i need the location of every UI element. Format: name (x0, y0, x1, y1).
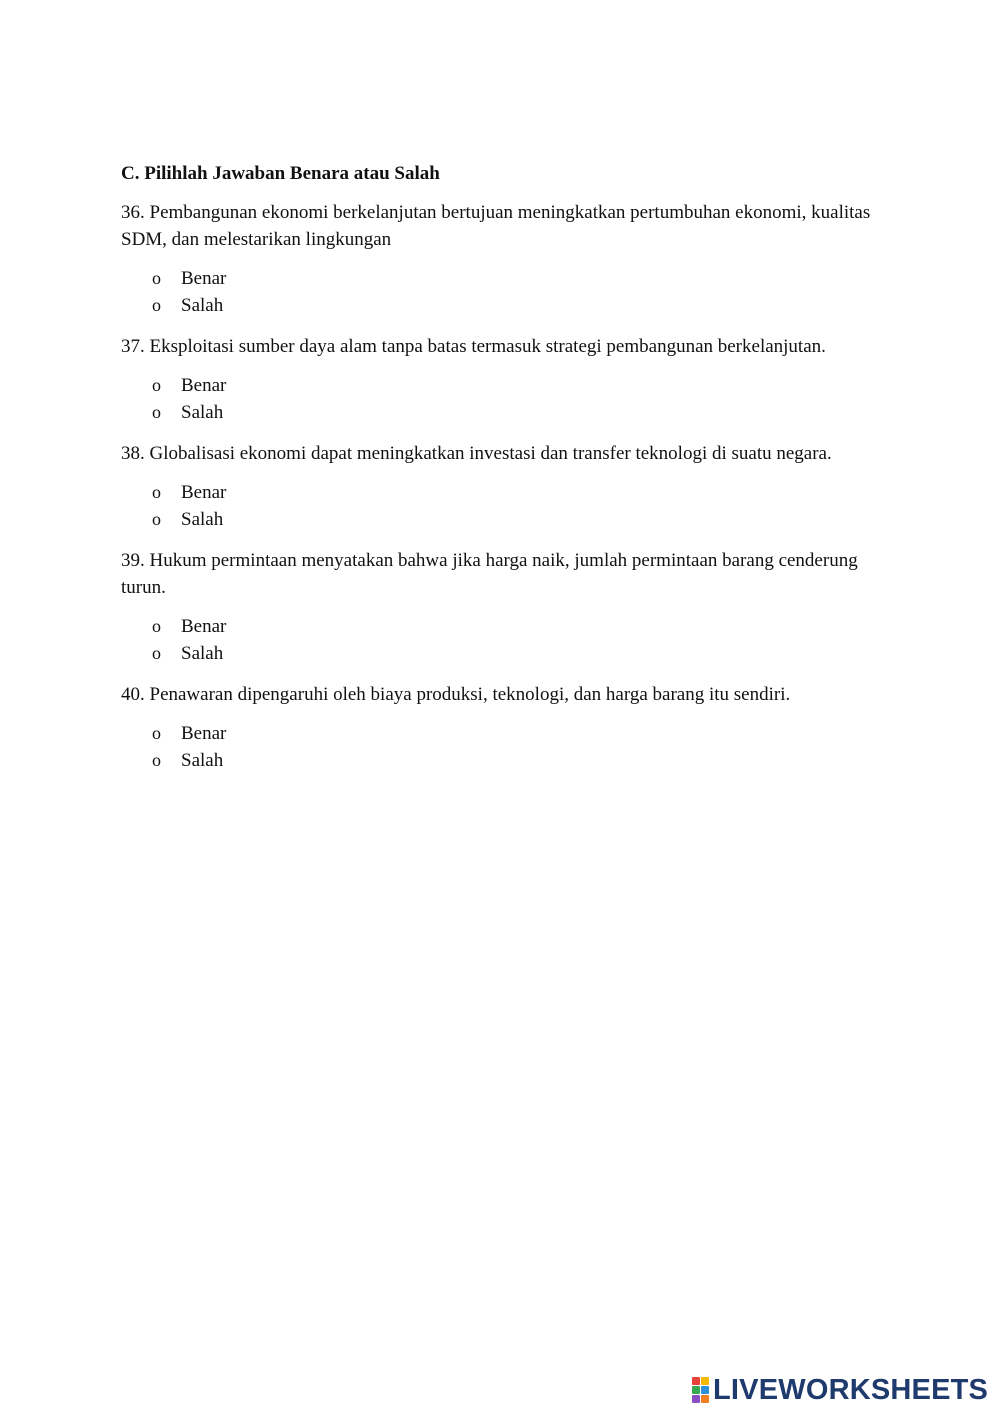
radio-bullet-icon: o (152, 268, 161, 288)
logo-tile (701, 1386, 709, 1394)
question-40 (121, 681, 891, 774)
liveworksheets-logo-icon (692, 1377, 709, 1403)
question-38 (121, 440, 891, 533)
radio-bullet-icon: o (152, 482, 161, 502)
answer-options (121, 479, 891, 533)
option-salah[interactable] (121, 399, 891, 426)
worksheet-page (121, 160, 891, 788)
option-label: Salah (181, 750, 224, 771)
question-text: 38. Globalisasi ekonomi dapat meningkatkan investasi dan transfer teknologi di suatu negara. (121, 443, 832, 464)
question-text: 39. Hukum permintaan menyatakan bahwa jika harga naik, jumlah permintaan barang cenderung turun. (121, 550, 858, 598)
option-label: Salah (181, 295, 224, 316)
radio-bullet-icon: o (152, 295, 161, 315)
answer-options (121, 372, 891, 426)
option-label: Benar (181, 482, 227, 503)
option-label: Benar (181, 616, 227, 637)
logo-tile (692, 1377, 700, 1385)
question-text: 40. Penawaran dipengaruhi oleh biaya produksi, teknologi, dan harga barang itu sendiri. (121, 684, 791, 705)
option-benar[interactable] (121, 613, 891, 640)
question-39 (121, 547, 891, 667)
option-label: Salah (181, 509, 224, 530)
option-label: Benar (181, 375, 227, 396)
question-36 (121, 199, 891, 319)
option-benar[interactable] (121, 479, 891, 506)
question-37 (121, 333, 891, 426)
radio-bullet-icon: o (152, 723, 161, 743)
logo-tile (692, 1386, 700, 1394)
option-benar[interactable] (121, 372, 891, 399)
section-title: C. Pilihlah Jawaban Benara atau Salah (121, 163, 440, 184)
option-salah[interactable] (121, 506, 891, 533)
option-salah[interactable] (121, 640, 891, 667)
question-text: 37. Eksploitasi sumber daya alam tanpa batas termasuk strategi pembangunan berkelanjutan. (121, 336, 826, 357)
option-benar[interactable] (121, 265, 891, 292)
radio-bullet-icon: o (152, 375, 161, 395)
radio-bullet-icon: o (152, 509, 161, 529)
answer-options (121, 265, 891, 319)
radio-bullet-icon: o (152, 402, 161, 422)
logo-tile (692, 1395, 700, 1403)
option-label: Benar (181, 723, 227, 744)
option-label: Benar (181, 268, 227, 289)
radio-bullet-icon: o (152, 750, 161, 770)
logo-tile (701, 1377, 709, 1385)
logo-tile (701, 1395, 709, 1403)
radio-bullet-icon: o (152, 616, 161, 636)
option-benar[interactable] (121, 720, 891, 747)
liveworksheets-logo[interactable] (692, 1373, 988, 1407)
option-salah[interactable] (121, 292, 891, 319)
logo-text: LIVEWORKSHEETS (713, 1374, 989, 1406)
option-label: Salah (181, 402, 224, 423)
answer-options (121, 720, 891, 774)
answer-options (121, 613, 891, 667)
question-text: 36. Pembangunan ekonomi berkelanjutan bertujuan meningkatkan pertumbuhan ekonomi, kualitas SDM, dan melestarikan lingkungan (121, 202, 871, 250)
option-salah[interactable] (121, 747, 891, 774)
radio-bullet-icon: o (152, 643, 161, 663)
option-label: Salah (181, 643, 224, 664)
